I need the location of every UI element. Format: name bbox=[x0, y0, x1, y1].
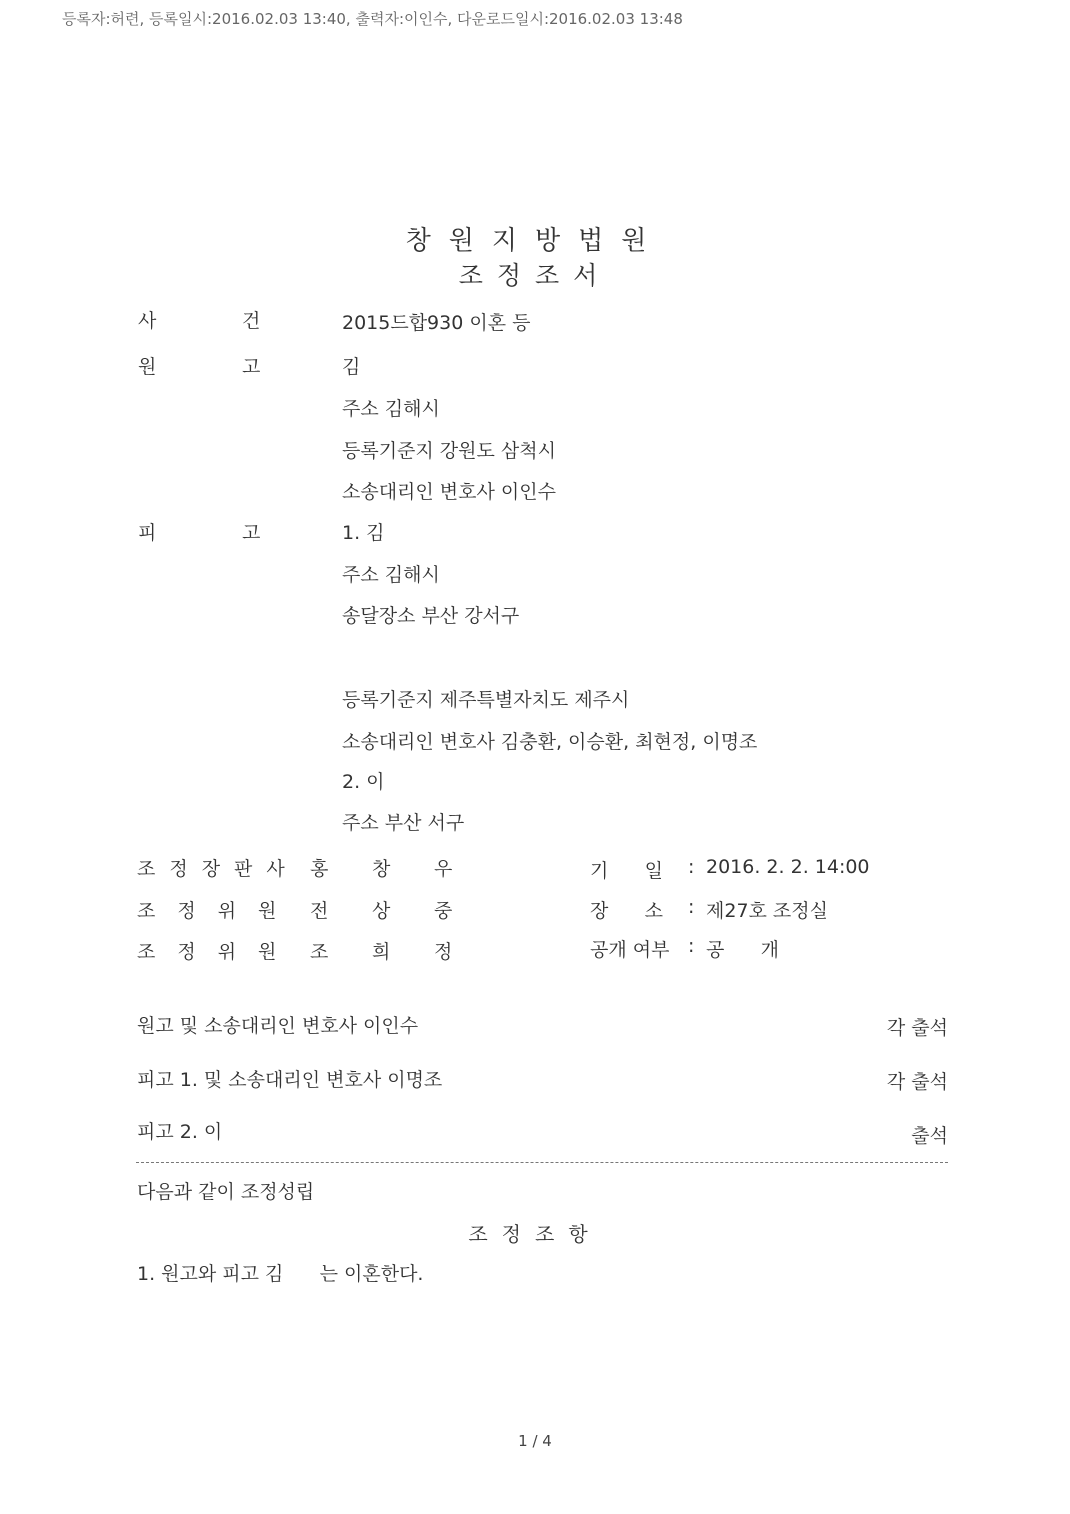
defendant-1-address: 주소 김해시 bbox=[342, 564, 440, 586]
defendant-label-1: 피 bbox=[138, 522, 157, 544]
plaintiff-label-2: 고 bbox=[242, 356, 261, 378]
settlement-intro: 다음과 같이 조정성립 bbox=[137, 1181, 315, 1203]
defendant-label-2: 고 bbox=[242, 522, 261, 544]
attendance-party-3: 피고 2. 이 bbox=[137, 1121, 223, 1143]
attendance-status-2: 각 출석 bbox=[886, 1071, 948, 1093]
official-name-2-a: 전 bbox=[310, 900, 329, 922]
case-label-2: 건 bbox=[242, 310, 261, 332]
colon: : bbox=[688, 896, 695, 918]
defendant-2-address: 주소 부산 서구 bbox=[342, 812, 465, 834]
document-title: 조정조서 bbox=[458, 261, 612, 290]
public-value: 공 개 bbox=[706, 939, 779, 961]
page-number: 1 / 4 bbox=[518, 1432, 552, 1450]
document-header: 등록자:허련, 등록일시:2016.02.03 13:40, 출력자:이인수, 다운로드일시:2016.02.03 13:48 bbox=[62, 10, 683, 28]
case-label-1: 사 bbox=[138, 310, 157, 332]
plaintiff-name: 김 bbox=[342, 356, 361, 378]
section-divider bbox=[136, 1162, 948, 1163]
court-name: 창원지방법원 bbox=[405, 226, 665, 256]
plaintiff-address: 주소 김해시 bbox=[342, 398, 440, 420]
colon: : bbox=[688, 856, 695, 878]
defendant-1-registry: 등록기준지 제주특별자치도 제주시 bbox=[342, 689, 630, 711]
official-name-1-b: 창 bbox=[372, 858, 391, 880]
defendant-1-name: 1. 김 bbox=[342, 522, 385, 544]
defendant-1-delivery: 송달장소 부산 강서구 bbox=[342, 605, 520, 627]
public-label: 공개 여부 bbox=[590, 939, 670, 961]
session-date-value: 2016. 2. 2. 14:00 bbox=[706, 856, 870, 878]
plaintiff-attorney: 소송대리인 변호사 이인수 bbox=[342, 481, 556, 503]
official-name-1-c: 우 bbox=[434, 858, 453, 880]
official-name-2-c: 중 bbox=[434, 900, 453, 922]
plaintiff-label-1: 원 bbox=[138, 356, 157, 378]
official-name-3-c: 정 bbox=[434, 941, 453, 963]
defendant-1-attorneys: 소송대리인 변호사 김충환, 이승환, 최현정, 이명조 bbox=[342, 731, 758, 753]
attendance-party-2: 피고 1. 및 소송대리인 변호사 이명조 bbox=[137, 1069, 443, 1091]
attendance-party-1: 원고 및 소송대리인 변호사 이인수 bbox=[137, 1015, 419, 1037]
session-place-value: 제27호 조정실 bbox=[706, 900, 828, 922]
official-name-3-b: 희 bbox=[372, 941, 391, 963]
colon: : bbox=[688, 935, 695, 957]
official-name-3-a: 조 bbox=[310, 941, 329, 963]
attendance-status-3: 출석 bbox=[911, 1125, 948, 1147]
plaintiff-registry: 등록기준지 강원도 삼척시 bbox=[342, 440, 556, 462]
session-date-label: 기 일 bbox=[590, 860, 663, 882]
session-place-label: 장 소 bbox=[590, 900, 663, 922]
settlement-clause-1: 1. 원고와 피고 김 는 이혼한다. bbox=[137, 1263, 424, 1285]
official-title-1: 조정장판사 bbox=[137, 858, 299, 880]
defendant-2-name: 2. 이 bbox=[342, 771, 385, 793]
official-name-2-b: 상 bbox=[372, 900, 391, 922]
attendance-status-1: 각 출석 bbox=[886, 1017, 948, 1039]
official-name-1-a: 홍 bbox=[310, 858, 329, 880]
settlement-section-title: 조정조항 bbox=[468, 1222, 602, 1246]
case-number: 2015드합930 이혼 등 bbox=[342, 312, 531, 334]
official-title-3: 조정위원 bbox=[137, 941, 299, 963]
official-title-2: 조정위원 bbox=[137, 900, 299, 922]
